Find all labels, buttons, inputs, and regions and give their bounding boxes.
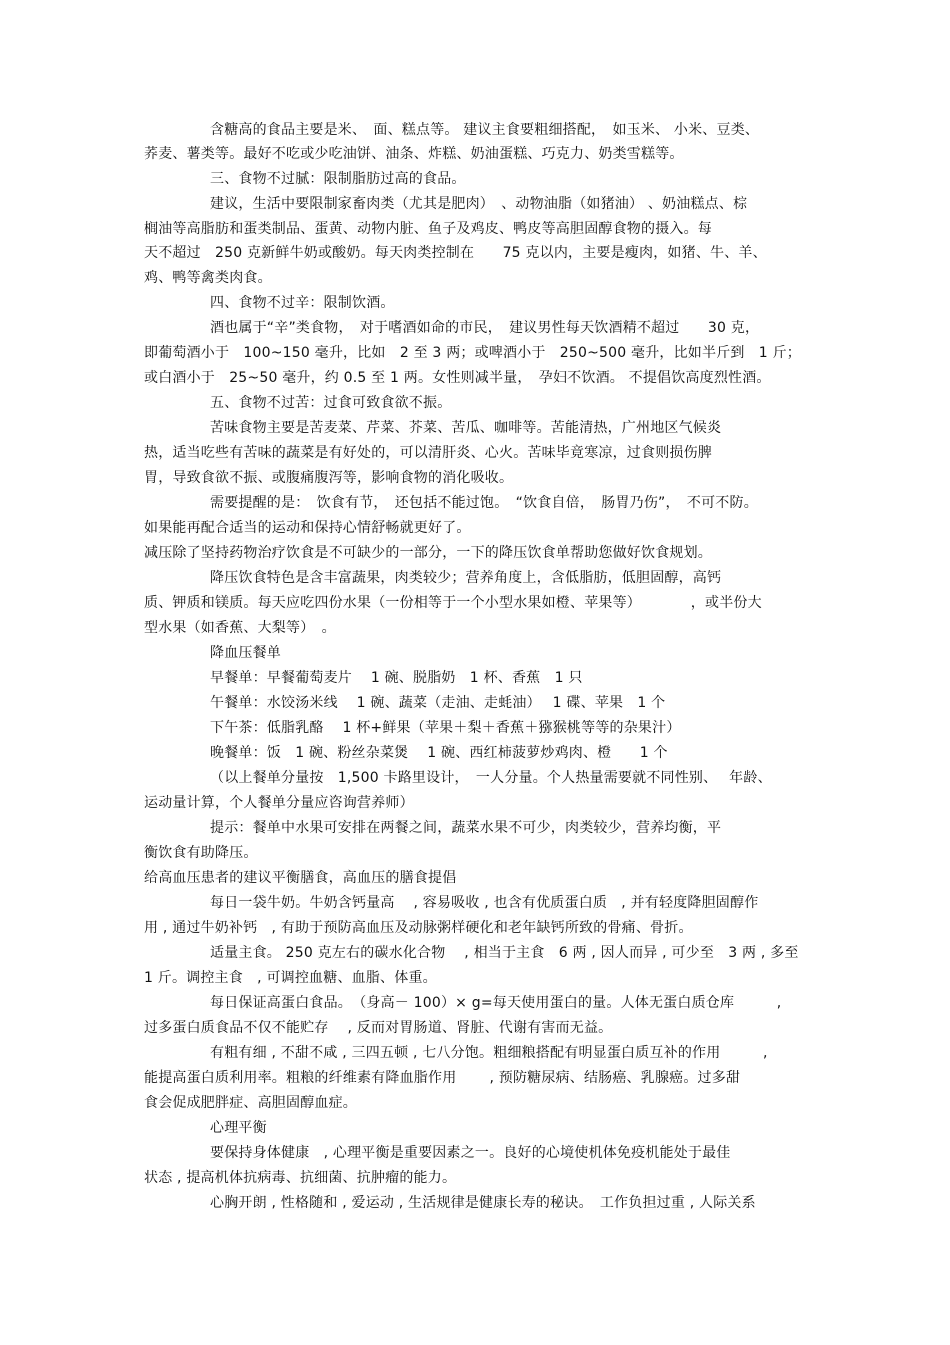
- text-line: 1 斤。调控主食 , 可调控血糖、血脂、体重。: [144, 970, 437, 986]
- text-line: 有粗有细 , 不甜不咸 , 三四五顿 , 七八分饱。粗细粮搭配有明显蛋白质互补的作用 ,: [210, 1045, 768, 1061]
- menu-item-lunch: 午餐单：水饺汤米线 1 碗、蔬菜（走油、走蚝油） 1 碟、苹果 1 个: [210, 695, 666, 711]
- text-line: 热，适当吃些有苦味的蔬菜是有好处的，可以清肝炎、心火。苦味毕竟寒凉，过食则损伤脾: [144, 445, 712, 461]
- text-line: 衡饮食有助降压。: [144, 845, 258, 861]
- text-line: 降压饮食特色是含丰富蔬果，肉类较少；营养角度上，含低脂肪，低胆固醇，高钙: [210, 570, 722, 586]
- text-line: 用 , 通过牛奶补钙 , 有助于预防高血压及动脉粥样硬化和老年缺钙所致的骨痛、骨折。: [144, 920, 693, 936]
- text-line: 质、钾质和镁质。每天应吃四份水果（一份相等于一个小型水果如橙、苹果等） ，或半份大: [144, 595, 762, 611]
- text-line: 荞麦、薯类等。最好不吃或少吃油饼、油条、炸糕、奶油蛋糕、巧克力、奶类雪糕等。: [144, 146, 684, 162]
- text-line: 建议，生活中要限制家畜肉类（尤其是肥肉） 、动物油脂（如猪油） 、奶油糕点、棕: [210, 196, 748, 212]
- text-line: 每日保证高蛋白食品。 （身高－ 100）× g=每天使用蛋白的量。人体无蛋白质仓库 ,: [210, 995, 782, 1011]
- section-heading: 三、食物不过腻：限制脂肪过高的食品。: [210, 171, 466, 187]
- section-heading: 心理平衡: [210, 1120, 267, 1136]
- text-line: 榈油等高脂肪和蛋类制品、蛋黄、动物内脏、鱼子及鸡皮、鸭皮等高胆固醇食物的摄入。每: [144, 221, 712, 237]
- text-line: 如果能再配合适当的运动和保持心情舒畅就更好了。: [144, 520, 471, 536]
- text-line: 适量主食。 250 克左右的碳水化合物 , 相当于主食 6 两 , 因人而异 , 可少至 3 两 , 多至: [210, 945, 799, 961]
- text-line: 鸡、鸭等禽类肉食。: [144, 270, 272, 286]
- menu-item-afternoon-tea: 下午茶：低脂乳酪 1 杯+鲜果（苹果＋梨＋香蕉＋猕猴桃等等的杂果汁）: [210, 720, 681, 736]
- text-line: 心胸开朗 , 性格随和 , 爱运动 , 生活规律是健康长寿的秘诀。 工作负担过重 , 人际关系: [210, 1195, 756, 1211]
- text-line: 食会促成肥胖症、高胆固醇血症。: [144, 1095, 357, 1111]
- text-line: 给高血压患者的建议平衡膳食，高血压的膳食提倡: [144, 870, 457, 886]
- text-line: 苦味食物主要是苦麦菜、芹菜、芥菜、苦瓜、咖啡等。苦能清热，广州地区气候炎: [210, 420, 722, 436]
- section-heading: 四、食物不过辛：限制饮酒。: [210, 295, 395, 311]
- text-line: 酒也属于“辛”类食物， 对于嗜酒如命的市民， 建议男性每天饮酒精不超过 30 克，: [210, 320, 760, 336]
- text-line: 需要提醒的是： 饮食有节， 还包括不能过饱。 “饮食自倍， 肠胃乃伤”， 不可不防。: [210, 495, 758, 511]
- text-line: 减压除了坚持药物治疗饮食是不可缺少的一部分，一下的降压饮食单帮助您做好饮食规划。: [144, 545, 712, 561]
- text-line: 天不超过 250 克新鲜牛奶或酸奶。每天肉类控制在 75 克以内，主要是瘦肉，如猪、牛、羊、: [144, 245, 767, 261]
- text-line: 运动量计算，个人餐单分量应咨询营养师）: [144, 795, 414, 811]
- section-heading: 五、食物不过苦：过食可致食欲不振。: [210, 395, 452, 411]
- text-line: （以上餐单分量按 1,500 卡路里设计， 一人分量。个人热量需要就不同性别、 年龄、: [210, 770, 772, 786]
- menu-item-breakfast: 早餐单：早餐葡萄麦片 1 碗、脱脂奶 1 杯、香蕉 1 只: [210, 670, 583, 686]
- text-line: 状态 , 提高机体抗病毒、抗细菌、抗肿瘤的能力。: [144, 1170, 457, 1186]
- text-line: 含糖高的食品主要是米、 面、糕点等。 建议主食要粗细搭配， 如玉米、 小米、豆类、: [210, 122, 760, 138]
- text-line: 过多蛋白质食品不仅不能贮存 , 反而对胃肠道、肾脏、代谢有害而无益。: [144, 1020, 613, 1036]
- text-line: 胃，导致食欲不振、或腹痛腹泻等，影响食物的消化吸收。: [144, 470, 514, 486]
- text-line: 提示：餐单中水果可安排在两餐之间，蔬菜水果不可少，肉类较少，营养均衡，平: [210, 820, 722, 836]
- menu-item-dinner: 晚餐单：饭 1 碗、粉丝杂菜煲 1 碗、西红柿菠萝炒鸡肉、橙 1 个: [210, 745, 668, 761]
- menu-heading: 降血压餐单: [210, 645, 281, 661]
- text-line: 要保持身体健康 , 心理平衡是重要因素之一。良好的心境使机体免疫机能处于最佳: [210, 1145, 731, 1161]
- text-line: 型水果（如香蕉、大梨等） 。: [144, 620, 336, 636]
- text-line: 能提高蛋白质利用率。粗粮的纤维素有降血脂作用 , 预防糖尿病、结肠癌、乳腺癌。过多甜: [144, 1070, 741, 1086]
- text-line: 或白酒小于 25~50 毫升，约 0.5 至 1 两。女性则减半量， 孕妇不饮酒。 不提倡饮高度烈性酒。: [144, 370, 771, 386]
- text-line: 每日一袋牛奶。牛奶含钙量高 , 容易吸收 , 也含有优质蛋白质 , 并有轻度降胆固醇作: [210, 895, 759, 911]
- text-line: 即葡萄酒小于 100~150 毫升，比如 2 至 3 两；或啤酒小于 250~500 毫升，比如半斤到 1 斤；: [144, 345, 801, 361]
